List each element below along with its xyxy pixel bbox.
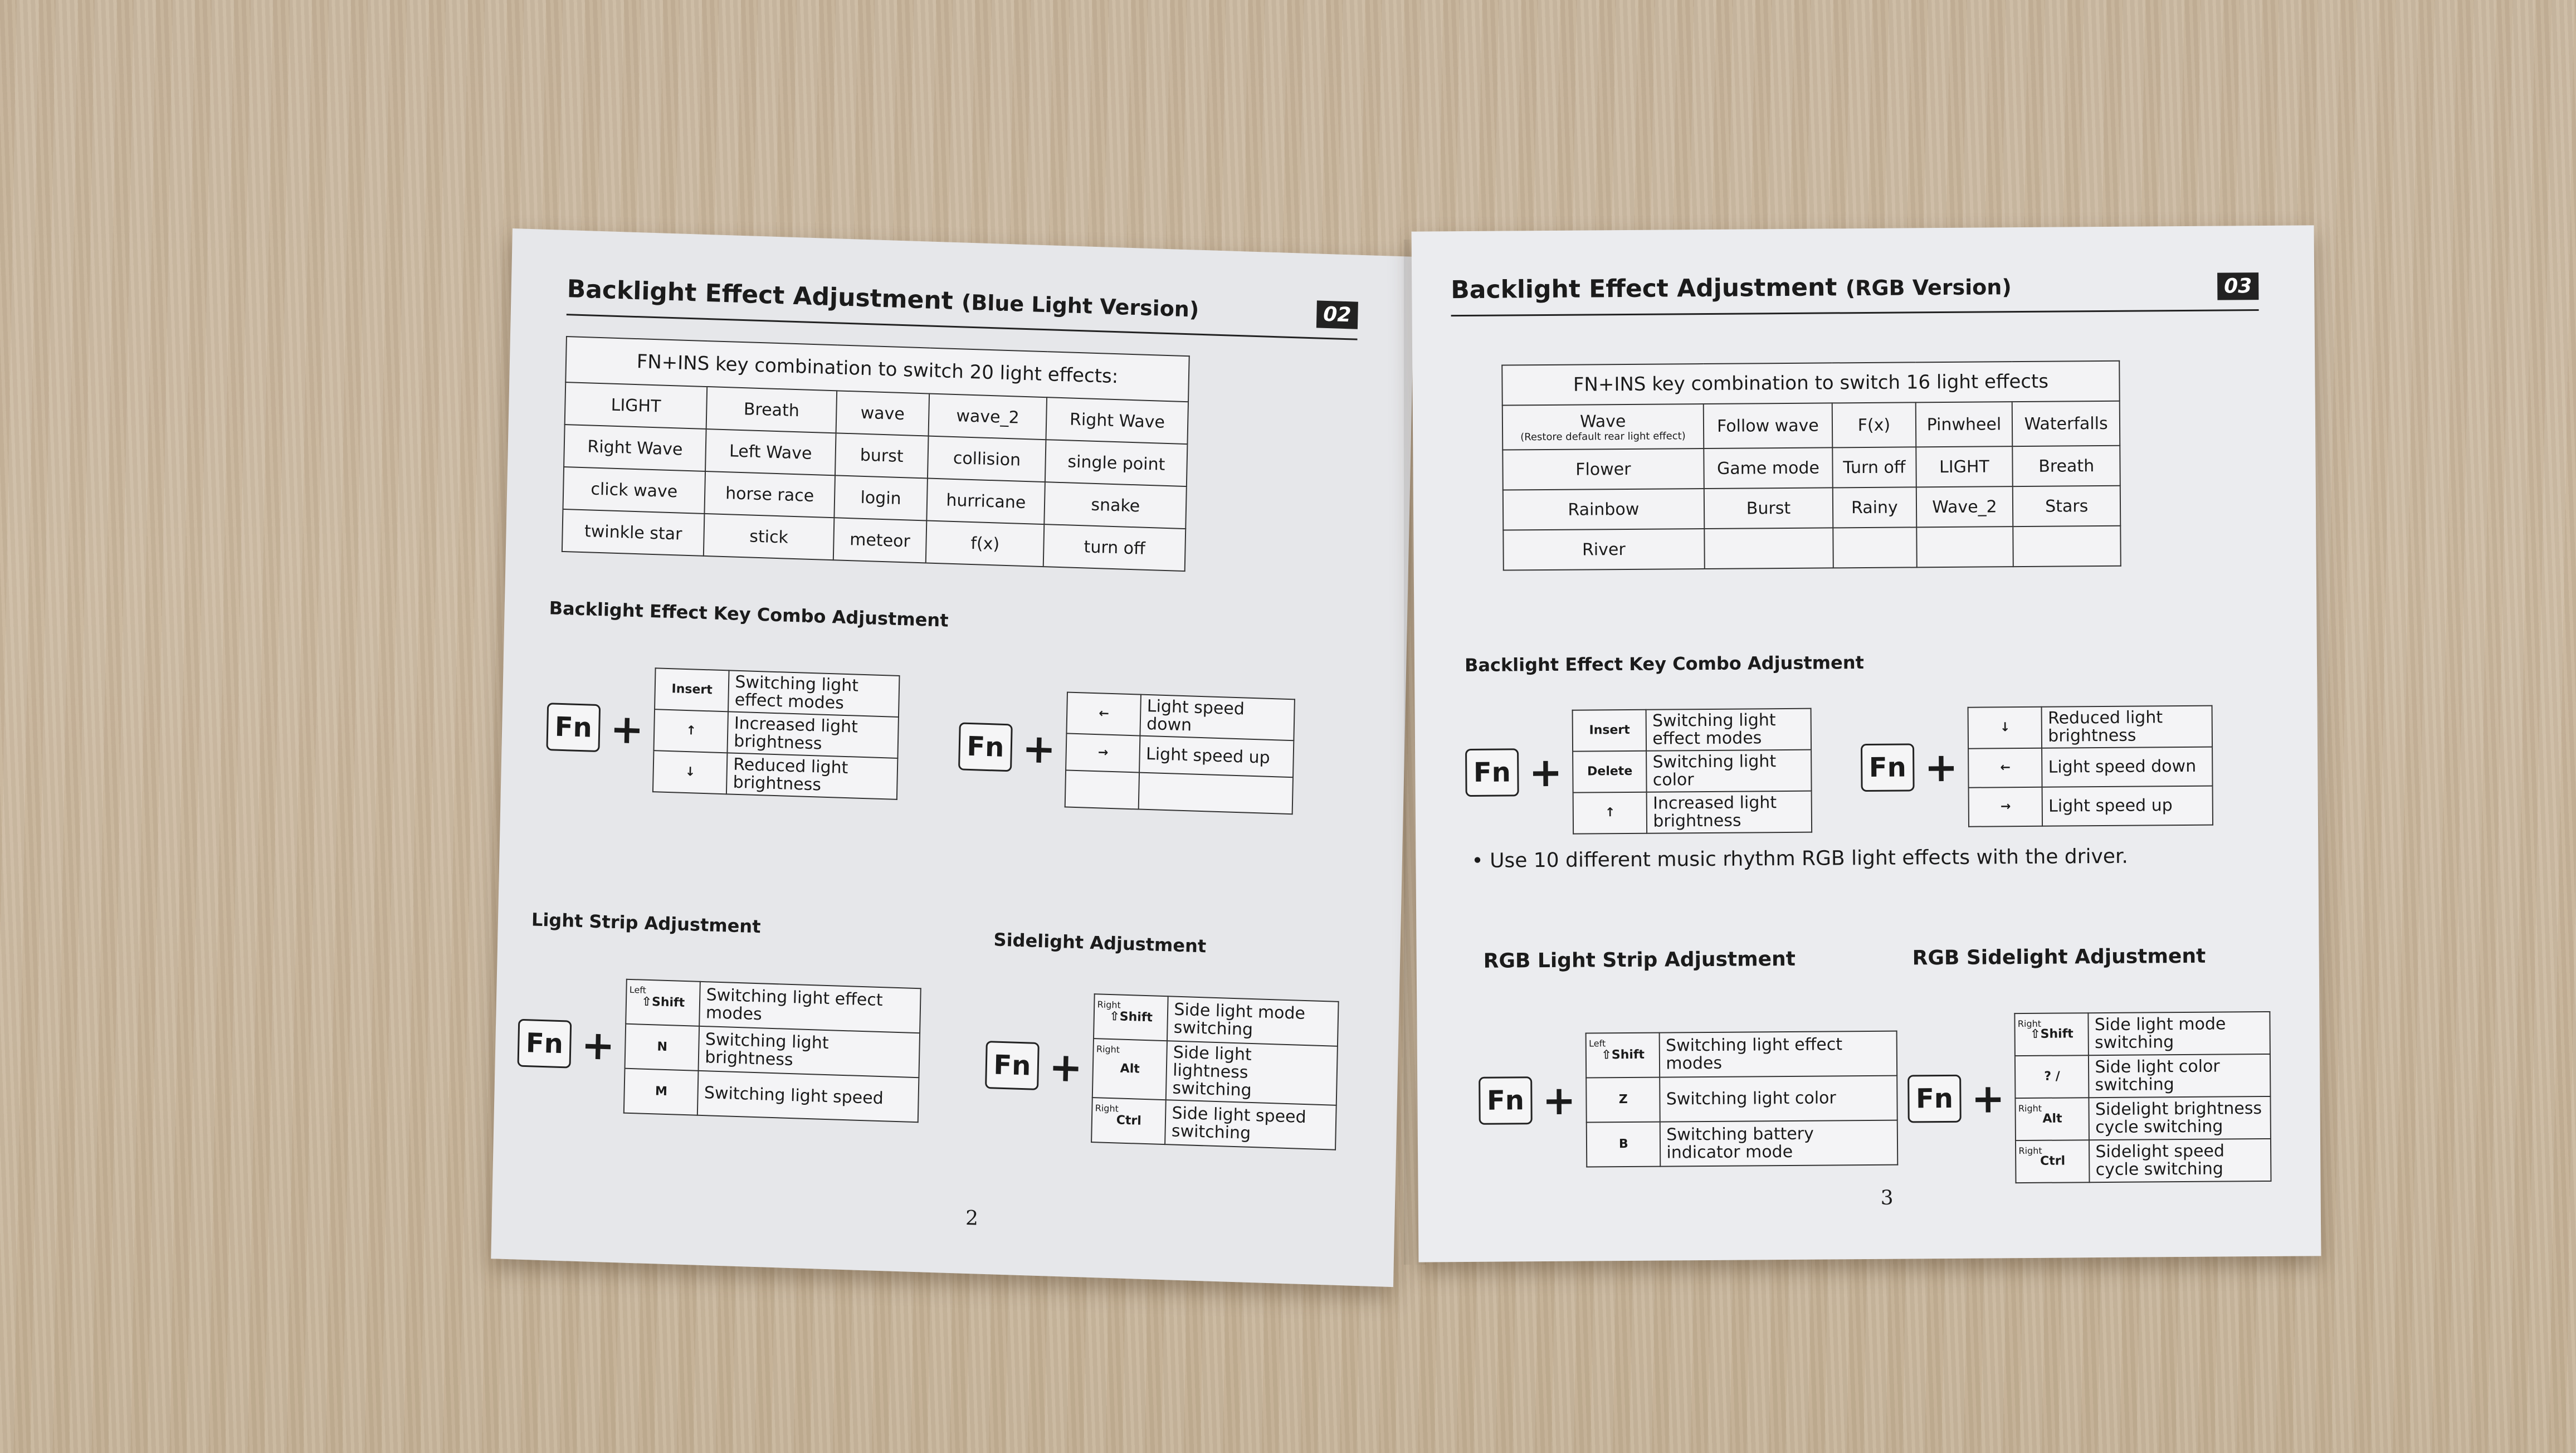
key-small: Right: [2017, 1018, 2042, 1030]
action-cell: Light speed down: [1140, 695, 1295, 741]
key-text: ⇧Shift: [2030, 1027, 2074, 1041]
effect-cell: snake: [1045, 482, 1187, 529]
side-group: [984, 990, 1339, 1150]
plus-sign: +: [1021, 724, 1057, 773]
effect-cell: [1833, 527, 1917, 568]
key-text: ⇧Shift: [1109, 1009, 1153, 1025]
action-cell: Switching light speed: [697, 1071, 919, 1122]
effect-cell: Wave_2: [1916, 486, 2013, 527]
plus-sign: +: [1529, 748, 1563, 796]
key-cell: ↑: [1573, 792, 1647, 834]
action-cell: Light speed up: [2042, 786, 2213, 826]
combo-group-b: [958, 688, 1296, 815]
plus-sign: +: [1924, 743, 1958, 791]
effect-cell: [1704, 528, 1833, 569]
effect-cell: LIGHT: [565, 382, 708, 429]
effect-cell: login: [834, 475, 928, 520]
action-cell: Side light color switching: [2089, 1054, 2271, 1098]
key-text: Alt: [1120, 1061, 1140, 1076]
side-section-title: Sidelight Adjustment: [993, 929, 1207, 957]
combo-table-b: [1968, 705, 2213, 827]
effect-cell: Follow wave: [1703, 403, 1832, 448]
effect-cell: Rainbow: [1503, 489, 1704, 530]
effect-cell: LIGHT: [1916, 446, 2013, 487]
key-text: Ctrl: [1116, 1113, 1142, 1128]
effect-cell: Game mode: [1704, 447, 1833, 489]
key-cell: N: [625, 1024, 700, 1071]
effect-cell: Breath: [706, 387, 837, 433]
effect-cell: Waterfalls: [2012, 401, 2120, 446]
effect-cell: wave_2: [929, 394, 1047, 440]
key-cell: [1586, 1033, 1660, 1078]
key-small: Left: [629, 984, 647, 996]
key-cell: Insert: [655, 668, 729, 711]
page-number: 2: [965, 1206, 979, 1230]
key-small: Right: [1095, 1103, 1119, 1114]
manual-booklet: [513, 228, 2318, 1259]
key-cell: B: [1587, 1122, 1661, 1167]
action-cell: Side light lightness switching: [1166, 1041, 1338, 1105]
key-cell: ↓: [653, 750, 728, 794]
title-sub: (Blue Light Version): [961, 290, 1199, 322]
key-cell: [2015, 1013, 2089, 1056]
effect-cell: horse race: [705, 471, 835, 518]
fn-key: Fn: [546, 703, 601, 752]
key-text: ⇧Shift: [641, 994, 685, 1011]
effect-cell: f(x): [926, 520, 1045, 567]
key-cell: Delete: [1573, 751, 1647, 793]
action-cell: [1139, 773, 1293, 815]
key-text: Alt: [2042, 1111, 2062, 1126]
plus-sign: +: [580, 1021, 616, 1070]
effect-cell: stick: [704, 514, 834, 560]
effect-cell: Pinwheel: [1915, 402, 2012, 447]
plus-sign: +: [609, 705, 645, 753]
combo-group-a: [545, 664, 900, 800]
effect-cell: click wave: [563, 467, 705, 514]
combo-group-a: [1465, 708, 1813, 835]
key-cell: [2016, 1140, 2090, 1183]
side-table: [1091, 993, 1339, 1150]
action-cell: Switching light color: [1646, 750, 1812, 792]
key-small: Right: [1097, 999, 1121, 1011]
key-cell: →: [1066, 733, 1140, 772]
key-cell: →: [1969, 787, 2042, 827]
action-cell: Sidelight speed cycle switching: [2089, 1139, 2271, 1182]
effect-cell: hurricane: [926, 479, 1045, 525]
action-cell: Increased light brightness: [1647, 791, 1812, 833]
action-cell: Side light mode switching: [2089, 1012, 2271, 1055]
effect-cell: single point: [1045, 440, 1187, 486]
combo-section-title: Backlight Effect Key Combo Adjustment: [549, 597, 949, 631]
page-number: 3: [1880, 1186, 1894, 1210]
title-sub: (RGB Version): [1845, 275, 2012, 301]
effects-table: [1501, 360, 2121, 571]
action-cell: Switching light brightness: [699, 1026, 920, 1077]
effect-cell: Burst: [1704, 487, 1833, 529]
side-section-title: RGB Sidelight Adjustment: [1912, 944, 2206, 970]
driver-note: • Use 10 different music rhythm RGB light effects with the driver.: [1471, 845, 2129, 872]
key-cell: [1094, 994, 1168, 1041]
action-cell: Switching light color: [1660, 1076, 1897, 1122]
key-cell: ↓: [1968, 707, 2042, 749]
key-cell: Z: [1587, 1077, 1661, 1123]
effects-table: [562, 336, 1190, 572]
action-cell: Light speed up: [1139, 736, 1294, 778]
action-cell: Switching light effect modes: [1646, 709, 1812, 751]
action-cell: Reduced light brightness: [2042, 706, 2213, 748]
strip-section-title: RGB Light Strip Adjustment: [1483, 947, 1796, 973]
key-cell: M: [624, 1069, 699, 1115]
action-cell: Switching light effect modes: [699, 982, 921, 1033]
strip-group: [516, 976, 921, 1123]
effect-cell: meteor: [833, 518, 927, 563]
key-small: Right: [2018, 1145, 2042, 1157]
action-cell: Light speed down: [2042, 747, 2212, 787]
page-title: [567, 275, 1358, 328]
side-table: [2014, 1011, 2272, 1183]
effect-cell: Left Wave: [705, 429, 836, 475]
fn-key: Fn: [985, 1041, 1040, 1090]
effect-cell: [1916, 526, 2013, 567]
effect-name: Wave: [1579, 411, 1626, 432]
effect-cell: Rainy: [1833, 487, 1916, 528]
key-text: Ctrl: [2040, 1154, 2066, 1168]
effect-cell: wave: [836, 391, 929, 436]
action-cell: Increased light brightness: [728, 711, 899, 758]
key-cell: ↑: [654, 709, 729, 753]
key-small: Right: [1096, 1044, 1120, 1055]
effect-cell: twinkle star: [562, 509, 705, 556]
strip-section-title: Light Strip Adjustment: [531, 909, 761, 938]
action-cell: Side light speed switching: [1165, 1100, 1336, 1150]
effect-cell: F(x): [1832, 402, 1916, 447]
page-title: [1451, 270, 2242, 304]
fn-key: Fn: [958, 722, 1013, 772]
plus-sign: +: [1542, 1076, 1577, 1124]
combo-group-b: [1861, 705, 2214, 828]
page-badge: 02: [1316, 300, 1358, 329]
effect-cell: [2013, 526, 2121, 567]
action-cell: Reduced light brightness: [726, 753, 897, 799]
effect-cell: Turn off: [1833, 447, 1916, 487]
key-cell: [2016, 1098, 2090, 1140]
plus-sign: +: [1971, 1075, 2006, 1122]
key-cell: ←: [1968, 748, 2042, 788]
key-cell: [1065, 770, 1139, 809]
key-text: ⇧Shift: [1601, 1047, 1645, 1062]
key-cell: [1091, 1098, 1166, 1144]
left-page: [491, 228, 1414, 1287]
title-text: Backlight Effect Adjustment: [1451, 273, 1837, 305]
key-cell: ? /: [2015, 1055, 2089, 1098]
key-small: Right: [2018, 1103, 2042, 1114]
page-badge: 03: [2217, 272, 2258, 300]
effects-caption: FN+INS key combination to switch 16 light effects: [1502, 361, 2119, 406]
effect-cell: Breath: [2013, 446, 2120, 486]
key-cell: Insert: [1573, 710, 1647, 752]
effect-cell: collision: [928, 436, 1046, 482]
key-small: Left: [1589, 1038, 1606, 1049]
strip-table: [623, 979, 921, 1123]
effect-cell: Right Wave: [564, 425, 706, 471]
fn-key: Fn: [1465, 748, 1519, 797]
key-cell: ←: [1067, 692, 1141, 735]
effect-cell: River: [1503, 529, 1704, 571]
effect-cell: Right Wave: [1046, 397, 1188, 444]
plus-sign: +: [1048, 1043, 1084, 1091]
header-rule: [1451, 309, 2259, 316]
key-cell: [626, 979, 701, 1026]
action-cell: Switching light effect modes: [1660, 1031, 1897, 1077]
effect-cell: Stars: [2013, 486, 2120, 526]
combo-table-b: [1065, 691, 1295, 815]
fn-key: Fn: [1861, 743, 1915, 792]
action-cell: Sidelight brightness cycle switching: [2089, 1096, 2271, 1140]
combo-section-title: Backlight Effect Key Combo Adjustment: [1464, 652, 1864, 676]
right-page: [1412, 225, 2321, 1262]
key-cell: [1092, 1038, 1167, 1100]
effects-caption: FN+INS key combination to switch 20 light effects:: [565, 337, 1189, 402]
action-cell: Switching battery indicator mode: [1660, 1120, 1898, 1167]
side-group: [1907, 1011, 2271, 1184]
effect-note: (Restore default rear light effect): [1520, 430, 1686, 443]
effect-cell: Flower: [1502, 448, 1704, 490]
fn-key: Fn: [1479, 1076, 1533, 1125]
action-cell: Side light mode switching: [1167, 996, 1339, 1046]
effect-cell: [1502, 404, 1704, 450]
strip-group: [1479, 1031, 1899, 1168]
effect-cell: turn off: [1043, 524, 1185, 571]
action-cell: Switching light effect modes: [728, 670, 899, 717]
fn-key: Fn: [1907, 1075, 1962, 1123]
effect-cell: burst: [835, 433, 929, 478]
combo-table-a: [1572, 708, 1813, 835]
combo-table-a: [652, 667, 900, 800]
fn-key: Fn: [517, 1019, 572, 1069]
title-text: Backlight Effect Adjustment: [567, 275, 954, 315]
strip-table: [1585, 1031, 1899, 1168]
